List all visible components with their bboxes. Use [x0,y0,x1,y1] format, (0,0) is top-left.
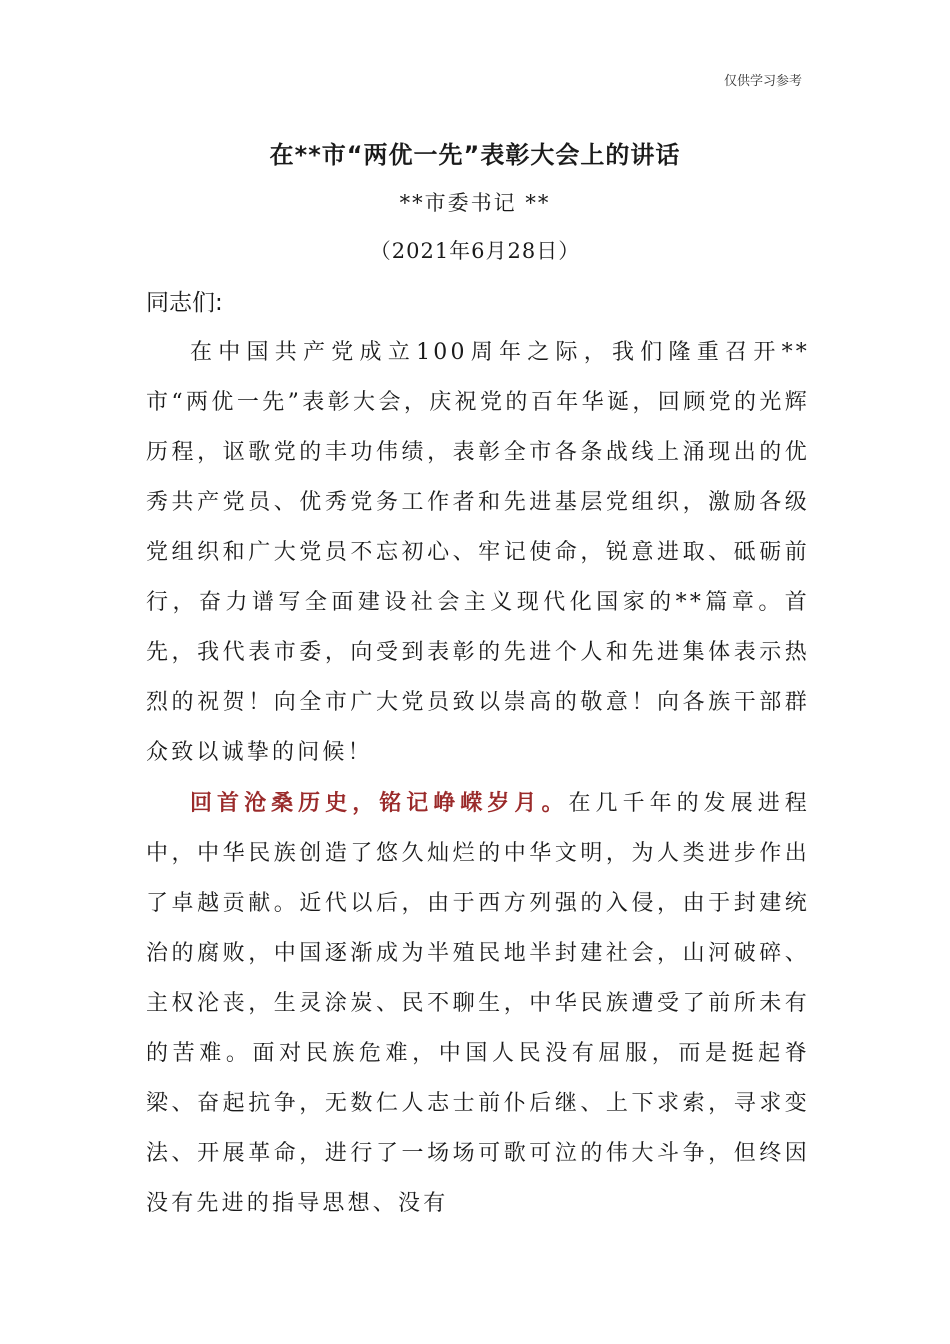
paragraph-text: 在中国共产党成立100周年之际，我们隆重召开**市“两优一先”表彰大会，庆祝党的百年华诞，回顾党的光辉历程，讴歌党的丰功伟绩，表彰全市各条战线上涌现出的优秀共产党员、优秀党务工作者和先进基层党组织，激励各级党组织和广大党员不忘初心、牢记使命，锐意进取、砥砺前行，奋力谱写全面建设社会主义现代化国家的**篇章。首先，我代表市委，向受到表彰的先进个人和先进集体表示热烈的祝贺！向全市广大党员致以崇高的敬意！向各族干部群众致以诚挚的问候！ [146,340,810,765]
paragraph-2 [146,778,810,1229]
paragraph-emphasis: 回首沧桑历史，铭记峥嵘岁月。 [190,790,569,816]
author-line: **市委书记 ** [399,191,551,215]
salutation: 同志们: [146,290,223,316]
paragraph-1 [146,327,810,778]
document-title: 在**市“两优一先”表彰大会上的讲话 [269,141,681,169]
paragraph-text: 在几千年的发展进程中，中华民族创造了悠久灿烂的中华文明，为人类进步作出了卓越贡献。近代以后，由于西方列强的入侵，由于封建统治的腐败，中国逐渐成为半殖民地半封建社会，山河破碎、主权沦丧，生灵涂炭、民不聊生，中华民族遭受了前所未有的苦难。面对民族危难，中国人民没有屈服，而是挺起脊梁、奋起抗争，无数仁人志士前仆后继、上下求索，寻求变法、开展革命，进行了一场场可歌可泣的伟大斗争，但终因没有先进的指导思想、没有 [146,791,810,1216]
document-body [146,327,810,1229]
header-note: 仅供学习参考 [723,74,802,89]
date-line: （2021年6月28日） [369,239,581,263]
